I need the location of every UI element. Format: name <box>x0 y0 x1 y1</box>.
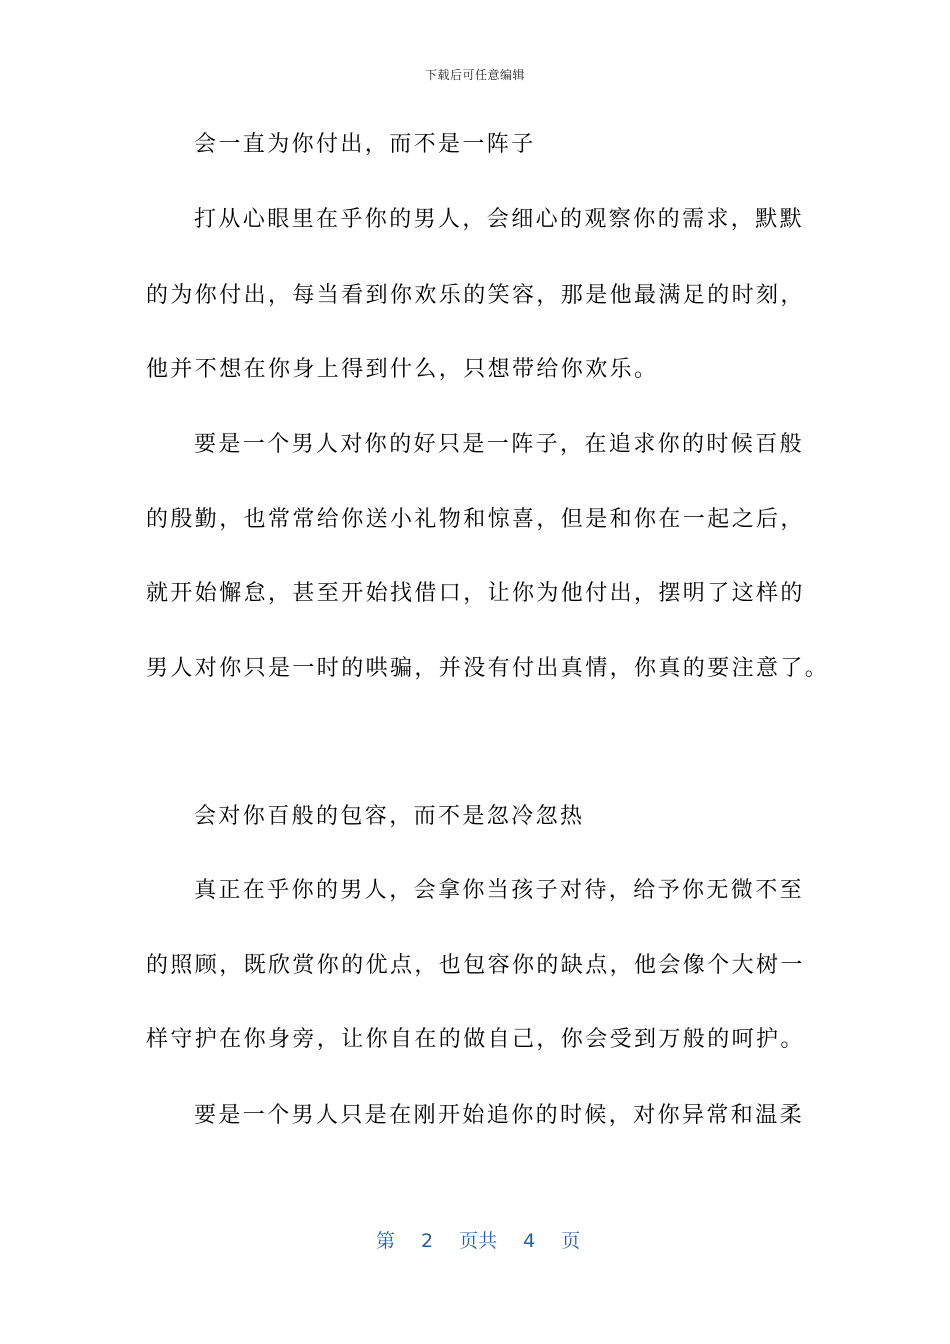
body-line: 男人对你只是一时的哄骗，并没有付出真情，你真的要注意了。 <box>146 656 830 681</box>
body-line: 要是一个男人只是在刚开始追你的时候，对你异常和温柔 <box>194 1103 805 1128</box>
footer-page-prefix: 第 <box>376 1230 396 1252</box>
body-line: 的照顾，既欣赏你的优点，也包容你的缺点，他会像个大树一 <box>146 953 805 978</box>
section-heading-1: 会一直为你付出，而不是一阵子 <box>194 132 536 157</box>
footer-page-middle: 页共 <box>459 1230 498 1252</box>
body-line: 就开始懈怠，甚至开始找借口，让你为他付出，摆明了这样的 <box>146 581 805 606</box>
footer-current-page: 2 <box>421 1230 434 1252</box>
footer-total-pages: 4 <box>523 1230 536 1252</box>
body-line: 真正在乎你的男人，会拿你当孩子对待，给予你无微不至 <box>194 878 805 903</box>
page-footer <box>376 1226 580 1253</box>
body-line: 的殷勤，也常常给你送小礼物和惊喜，但是和你在一起之后， <box>146 507 805 532</box>
footer-page-suffix: 页 <box>561 1230 581 1252</box>
page-header: 下载后可任意编辑 <box>424 68 525 82</box>
body-line: 要是一个男人对你的好只是一阵子，在追求你的时候百般 <box>194 432 805 457</box>
body-line: 的为你付出，每当看到你欢乐的笑容，那是他最满足的时刻， <box>146 283 805 308</box>
body-line: 打从心眼里在乎你的男人，会细心的观察你的需求，默默 <box>194 207 805 232</box>
body-line: 他并不想在你身上得到什么，只想带给你欢乐。 <box>146 357 659 382</box>
section-heading-2: 会对你百般的包容，而不是忽冷忽热 <box>194 804 585 829</box>
body-line: 样守护在你身旁，让你自在的做自己，你会受到万般的呵护。 <box>146 1027 805 1052</box>
